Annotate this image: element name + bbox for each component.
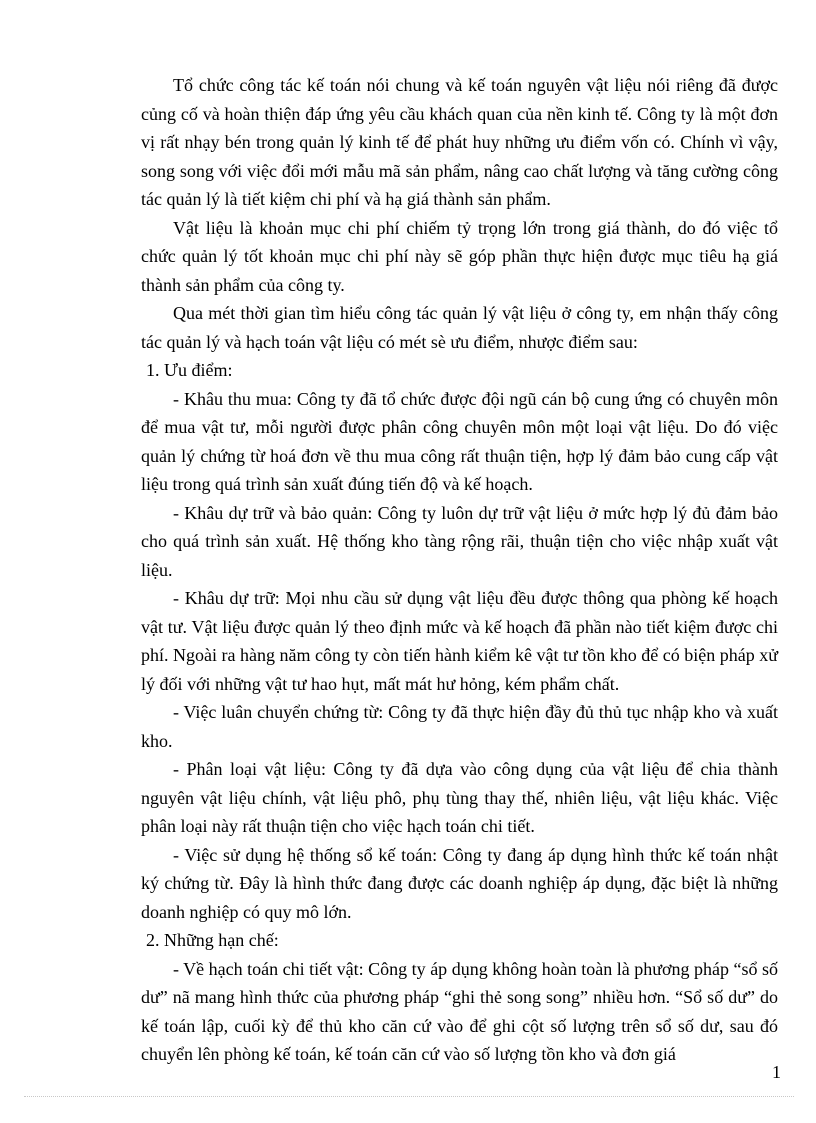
page-number: 1 — [772, 1062, 781, 1082]
paragraph-purchasing: - Khâu thu mua: Công ty đã tổ chức được đội ngũ cán bộ cung ứng có chuyên môn để mua vật tư, mỗi người được phân công chuyên môn một loại vật liệu. Do đó việc quản lý chứng từ hoá đơn về thu mua công rất thuận tiện, hợp lý đảm bảo cung cấp vật liệu trong quá trình sản xuất đúng tiến độ và kế hoạch. — [141, 388, 778, 494]
paragraph-reserve: - Khâu dự trữ: Mọi nhu cầu sử dụng vật liệu đều được thông qua phòng kế hoạch vật tư. Vật liệu được quản lý theo định mức và kế hoạch đã phần nào tiết kiệm được chi phí. Ngoài ra hàng năm công ty còn tiến hành kiểm kê vật tư tồn kho để có biện pháp xử lý đối với những vật tư hao hụt, mất mát hư hỏng, kém phẩm chất. — [141, 588, 778, 694]
heading-advantages: 1. Ưu điểm: — [146, 360, 233, 380]
paragraph-intro: Tổ chức công tác kế toán nói chung và kế toán nguyên vật liệu nói riêng đã được củng cố và hoàn thiện đáp ứng yêu cầu khách quan của nền kinh tế. Công ty là một đơn vị rất nhạy bén trong quản lý kinh tế để phát huy những ưu điểm vốn có. Chính vì vậy, song song với việc đổi mới mẫu mã sản phẩm, nâng cao chất lượng và tăng cường công tác quản lý là tiết kiệm chi phí và hạ giá thành sản phẩm. — [141, 75, 778, 209]
paragraph-storage: - Khâu dự trữ và bảo quản: Công ty luôn dự trữ vật liệu ở mức hợp lý đủ đảm bảo cho quá trình sản xuất. Hệ thống kho tàng rộng rãi, thuận tiện cho việc nhập xuất vật liệu. — [141, 502, 778, 580]
paragraph-ledger: - Việc sử dụng hệ thống sổ kế toán: Công ty đang áp dụng hình thức kế toán nhật ký chứng từ. Đây là hình thức đang được các doanh nghiệp áp dụng, đặc biệt là những doanh nghiệp có quy mô lớn. — [141, 844, 778, 922]
paragraph-documents: - Việc luân chuyển chứng từ: Công ty đã thực hiện đầy đủ thủ tục nhập kho và xuất kho. — [141, 702, 778, 751]
paragraph-detail-accounting: - Về hạch toán chi tiết vật: Công ty áp dụng không hoàn toàn là phương pháp “sổ số dư” nã mang hình thức của phương pháp “ghi thẻ song song” nhiều hơn. “Sổ số dư” do kế toán lập, cuối kỳ để thủ kho căn cứ vào để ghi cột số lượng trên sổ số dư, sau đó chuyển lên phòng kế toán, kế toán căn cứ vào số lượng tồn kho và đơn giá — [141, 958, 778, 1064]
paragraph-observation: Qua mét thời gian tìm hiểu công tác quản lý vật liệu ở công ty, em nhận thấy công tác quản lý và hạch toán vật liệu có mét sè ưu điểm, nhược điểm sau: — [141, 303, 778, 352]
paragraph-material-cost: Vật liệu là khoản mục chi phí chiếm tỷ trọng lớn trong giá thành, do đó việc tổ chức quản lý tốt khoản mục chi phí này sẽ góp phần thực hiện được mục tiêu hạ giá thành sản phẩm của công ty. — [141, 217, 778, 295]
heading-limitations: 2. Những hạn chế: — [146, 930, 279, 950]
paragraph-classification: - Phân loại vật liệu: Công ty đã dựa vào công dụng của vật liệu để chia thành nguyên vật liệu chính, vật liệu phô, phụ tùng thay thế, nhiên liệu, vật liệu khác. Việc phân loại này rất thuận tiện cho việc hạch toán chi tiết. — [141, 759, 778, 836]
page-divider — [24, 1096, 794, 1097]
